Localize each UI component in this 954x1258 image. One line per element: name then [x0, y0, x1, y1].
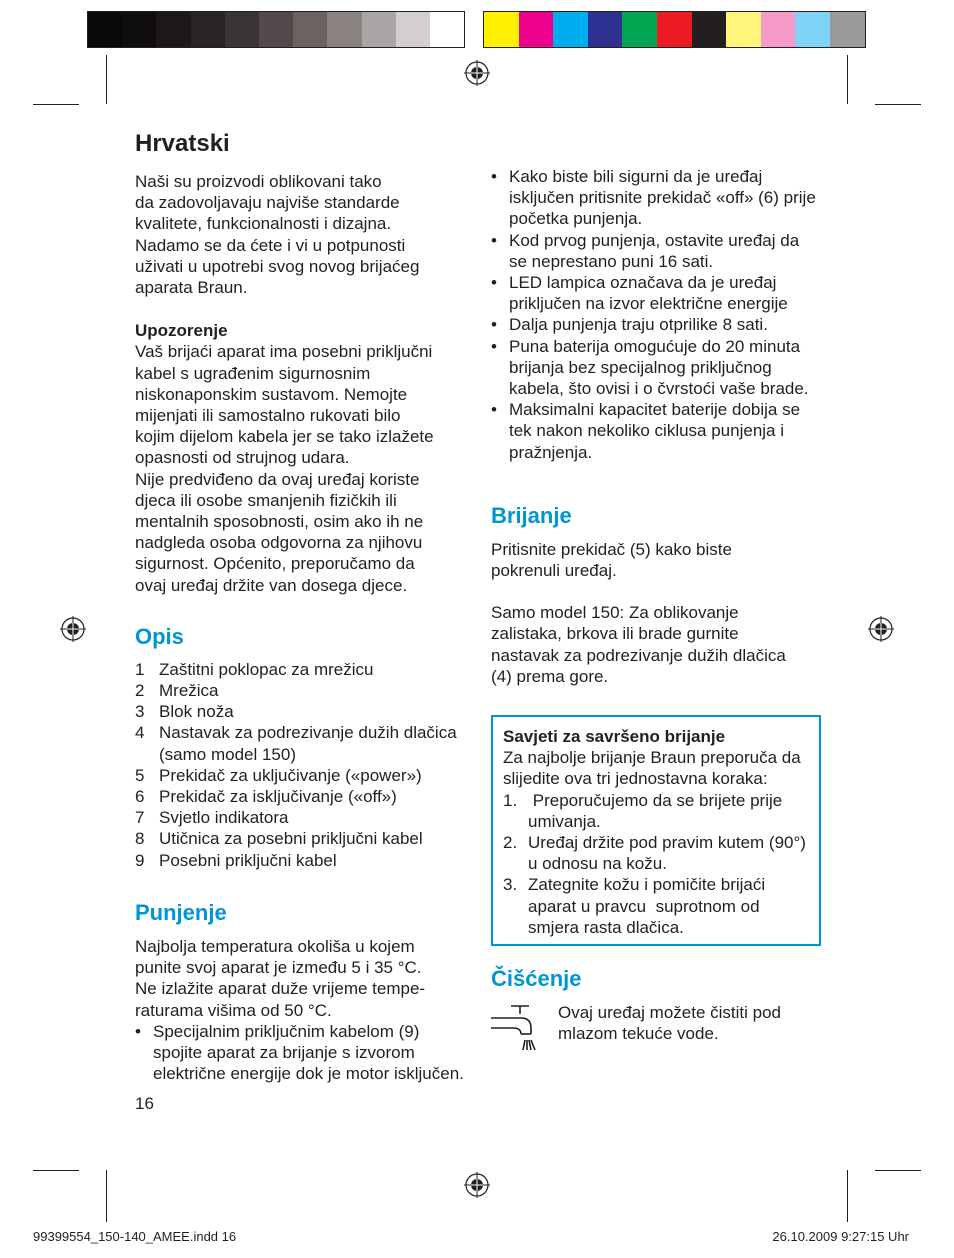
- item-number: 4: [135, 723, 145, 743]
- crop-mark: [847, 55, 848, 104]
- color-swatch: [430, 12, 464, 47]
- list-item: [503, 790, 809, 832]
- cleaning-text: Ovaj uređaj možete čistiti pod mlazom tekuće vode.: [558, 1003, 781, 1044]
- crop-mark: [106, 55, 107, 104]
- color-swatch: [795, 12, 830, 47]
- color-swatch: [484, 12, 519, 47]
- color-swatch: [396, 12, 430, 47]
- list-item: [503, 874, 809, 938]
- color-swatch: [88, 12, 122, 47]
- tips-intro: Za najbolje brijanje Braun preporuča da slijedite ova tri jednostavna koraka:: [503, 748, 801, 789]
- item-number: 2: [135, 681, 145, 701]
- item-text: Svjetlo indikatora: [159, 808, 289, 828]
- color-swatch: [122, 12, 156, 47]
- item-number: 1.: [503, 790, 518, 810]
- list-item: [135, 850, 470, 871]
- list-item: [135, 659, 470, 680]
- intro-text: Naši su proizvodi oblikovani tako da zadovoljavaju najviše standarde kvalitete, funkcionalnosti i dizajna. Nadamo se da ćete i vi u potpunosti uživati u upotrebi svog novog brijaćeg aparata Braun.: [135, 172, 420, 298]
- process-color-bar: [483, 11, 866, 48]
- color-swatch: [225, 12, 259, 47]
- tips-heading: Savjeti za savršeno brijanje: [503, 727, 726, 747]
- shaving-text-2: Samo model 150: Za oblikovanje zalistaka, brkova ili brade gurnite nastavak za podrezivanje dužih dlačica (4) prema gore.: [491, 603, 786, 686]
- item-text: Uređaj držite pod pravim kutem (90°) u odnosu na kožu.: [528, 833, 811, 874]
- section-heading-brijanje: Brijanje: [491, 502, 572, 528]
- list-item: [135, 828, 470, 849]
- item-text: Preporučujemo da se brijete prije umivanja.: [528, 790, 787, 831]
- item-number: 6: [135, 787, 145, 807]
- section-heading-punjenje: Punjenje: [135, 899, 227, 925]
- list-item: • Kako biste bili sigurni da je uređaj isključen pritisnite prekidač «off» (6) prije početka punjenja.: [491, 166, 821, 230]
- faucet-icon: [491, 1004, 543, 1058]
- item-text: Prekidač za uključivanje («power»): [159, 765, 422, 785]
- list-item: • Puna baterija omogućuje do 20 minuta brijanja bez specijalnog priključnog kabela, što ovisi i o čvrstoći vaše brade.: [491, 336, 821, 400]
- item-number: 3.: [503, 875, 518, 895]
- list-item: • Kod prvog punjenja, ostavite uređaj da se neprestano puni 16 sati.: [491, 230, 821, 272]
- item-text: Utičnica za posebni priključni kabel: [159, 829, 423, 849]
- footer-datetime: 26.10.2009 9:27:15 Uhr: [772, 1229, 909, 1244]
- list-item: [135, 701, 470, 722]
- color-swatch: [156, 12, 190, 47]
- cleaning-row: [491, 1002, 821, 1058]
- list-item: [135, 786, 470, 807]
- tips-box: [491, 715, 821, 946]
- color-swatch: [362, 12, 396, 47]
- crop-mark: [875, 104, 921, 105]
- list-item: [135, 765, 470, 786]
- shaving-text-1: Pritisnite prekidač (5) kako biste pokrenuli uređaj.: [491, 539, 732, 581]
- list-item: • Specijalnim priključnim kabelom (9) spojite aparat za brijanje s izvorom električne energije dok je motor isključen.: [135, 1021, 470, 1085]
- crop-mark: [106, 1170, 107, 1222]
- item-number: 9: [135, 850, 145, 870]
- crop-mark: [33, 104, 79, 105]
- registration-mark-icon: [868, 616, 894, 642]
- color-swatch: [259, 12, 293, 47]
- section-heading-opis: Opis: [135, 623, 184, 649]
- crop-mark: [33, 1170, 79, 1171]
- footer-filename: 99399554_150-140_AMEE.indd 16: [33, 1229, 237, 1244]
- item-number: 1: [135, 659, 145, 679]
- section-heading-ciscenje: Čišćenje: [491, 966, 582, 992]
- page-number: 16: [135, 1094, 154, 1114]
- color-swatch: [519, 12, 554, 47]
- item-number: 7: [135, 808, 145, 828]
- warning-heading: Upozorenje: [135, 321, 228, 341]
- registration-mark-icon: [464, 60, 490, 86]
- registration-mark-icon: [464, 1172, 490, 1198]
- page-title: Hrvatski: [135, 130, 230, 157]
- registration-mark-icon: [60, 616, 86, 642]
- item-text: Mrežica: [159, 681, 219, 701]
- color-swatch: [191, 12, 225, 47]
- tips-list: [503, 790, 809, 938]
- list-item: • Dalja punjenja traju otprilike 8 sati.: [491, 314, 821, 335]
- right-column: [491, 166, 821, 1058]
- color-swatch: [692, 12, 727, 47]
- list-item: • Maksimalni kapacitet baterije dobija se tek nakon nekoliko ciklusa punjenja i pražnjenja.: [491, 399, 821, 463]
- item-number: 5: [135, 765, 145, 785]
- color-swatch: [293, 12, 327, 47]
- charging-bullets: [135, 1021, 470, 1085]
- color-swatch: [553, 12, 588, 47]
- color-swatch: [622, 12, 657, 47]
- item-number: 8: [135, 829, 145, 849]
- item-text: Blok noža: [159, 702, 234, 722]
- item-number: 3: [135, 702, 145, 722]
- item-number: 2.: [503, 833, 518, 853]
- color-swatch: [327, 12, 361, 47]
- color-swatch: [657, 12, 692, 47]
- parts-list: [135, 659, 470, 871]
- list-item: • LED lampica označava da je uređaj priključen na izvor električne energije: [491, 272, 821, 314]
- grayscale-color-bar: [87, 11, 465, 48]
- charging-bullets-continued: [491, 166, 821, 463]
- color-swatch: [726, 12, 761, 47]
- charging-text: Najbolja temperatura okoliša u kojem punite svoj aparat je između 5 i 35 °C. Ne izlažite aparat duže vrijeme tempe- raturama višima od 50 °C.: [135, 936, 426, 1020]
- color-swatch: [761, 12, 796, 47]
- list-item: [135, 807, 470, 828]
- list-item: [503, 832, 809, 874]
- item-text: Prekidač za isključivanje («off»): [159, 787, 397, 807]
- item-text: Nastavak za podrezivanje dužih dlačica (samo model 150): [159, 723, 457, 764]
- item-text: Posebni priključni kabel: [159, 850, 337, 870]
- list-item: [135, 680, 470, 701]
- list-item: [135, 722, 470, 764]
- warning-text: Vaš brijaći aparat ima posebni priključni kabel s ugrađenim sigurnosnim niskonaponskim sustavom. Nemojte mijenjati ili samostalno rukovati bilo kojim dijelom kabela jer se tako izlažete opasnosti od strujnog udara. Nije predviđeno da ovaj uređaj koriste djeca ili osobe smanjenih fizičkih ili mentalnih sposobnosti, osim ako ih ne nadgleda osoba odgovorna za njihovu sigurnost. Općenito, preporučamo da ovaj uređaj držite van dosega djece.: [135, 342, 434, 595]
- color-swatch: [830, 12, 865, 47]
- item-text: Zaštitni poklopac za mrežicu: [159, 659, 374, 679]
- crop-mark: [847, 1170, 848, 1222]
- item-text: Zategnite kožu i pomičite brijaći aparat u pravcu suprotnom od smjera rasta dlačica.: [528, 875, 770, 937]
- crop-mark: [875, 1170, 921, 1171]
- left-column: [135, 130, 470, 1115]
- color-swatch: [588, 12, 623, 47]
